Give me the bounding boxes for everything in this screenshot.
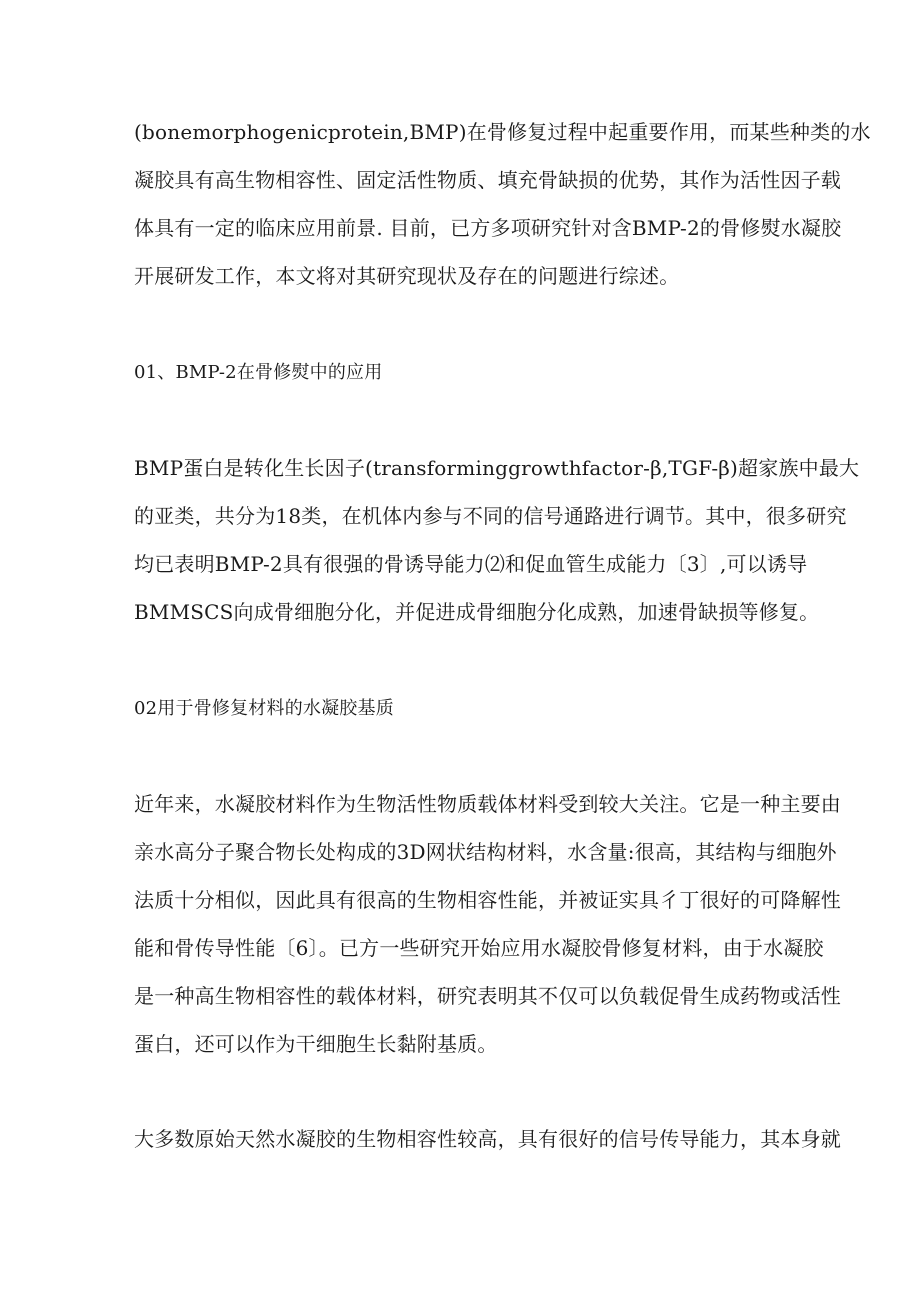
paragraph-3-line-4: 能和骨传导性能〔6〕。已方一些研究开始应用水凝胶骨修复材料，由于水凝胶 bbox=[134, 936, 824, 960]
paragraph-3-line-3: 法质十分相似，因此具有很高的生物相容性能，并被证实具彳丁很好的可降解性 bbox=[134, 888, 841, 912]
paragraph-4-line-1: 大多数原始天然水凝胶的生物相容性较高，具有很好的信号传导能力，其本身就 bbox=[134, 1127, 841, 1151]
paragraph-1-line-1: (bonemorphogenicprotein,BMP)在骨修复过程中起重要作用，而某些种类的水 bbox=[134, 120, 871, 144]
paragraph-2-line-4: BMMSCS向成骨细胞分化，并促进成骨细胞分化成熟，加速骨缺损等修复。 bbox=[134, 600, 820, 624]
paragraph-1-line-2: 凝胶具有高生物相容性、固定活性物质、填充骨缺损的优势，其作为活性因子载 bbox=[134, 168, 841, 192]
paragraph-3-line-2: 亲水高分子聚合物长处构成的3D网状结构材料，水含量:很高，其结构与细胞外 bbox=[134, 840, 837, 864]
paragraph-1-line-3: 体具有一定的临床应用前景. 目前，已方多项研究针对含BMP-2的骨修熨水凝胶 bbox=[134, 216, 842, 240]
paragraph-3-line-5: 是一种高生物相容性的载体材料，研究表明其不仅可以负载促骨生成药物或活性 bbox=[134, 984, 841, 1008]
paragraph-2-line-2: 的亚类，共分为18类，在机体内参与不同的信号通路进行调节。其中，很多研究 bbox=[134, 504, 847, 528]
paragraph-3-line-6: 蛋白，还可以作为干细胞生长黏附基质。 bbox=[134, 1032, 498, 1056]
section-heading-1: 01、BMP-2在骨修熨中的应用 bbox=[134, 362, 383, 383]
paragraph-1-line-4: 开展研发工作，本文将对其研究现状及存在的问题进行综述。 bbox=[134, 264, 680, 288]
paragraph-3-line-1: 近年来，水凝胶材料作为生物活性物质载体材料受到较大关注。它是一种主要由 bbox=[134, 792, 841, 816]
paragraph-2-line-3: 均已表明BMP-2具有很强的骨诱导能力⑵和促血管生成能力〔3〕,可以诱导 bbox=[134, 552, 808, 576]
section-heading-2: 02用于骨修复材料的水凝胶基质 bbox=[134, 698, 394, 719]
paragraph-2-line-1: BMP蛋白是转化生长因子(transforminggrowthfactor-β,TGF-β)超家族中最大 bbox=[134, 456, 860, 480]
